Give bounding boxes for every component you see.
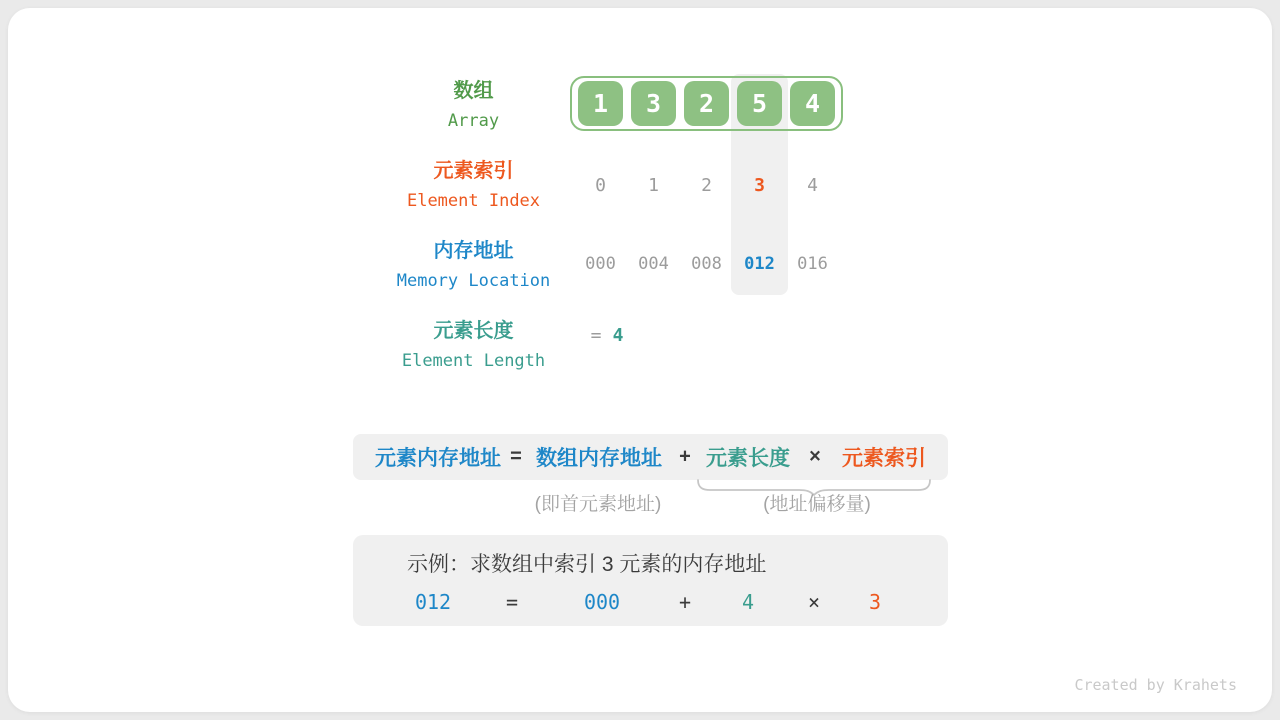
annotation-first-element-address: (即首元素地址) — [534, 494, 662, 515]
label-element-index-cn: 元素索引 — [433, 160, 514, 182]
formula-token: 元素内存地址 — [375, 447, 501, 470]
label-memory-location-en: Memory Location — [396, 271, 551, 291]
memory-value: 012 — [744, 254, 775, 274]
label-element-index — [380, 160, 567, 211]
array-cell: 2 — [684, 81, 729, 126]
annotation-address-offset: (地址偏移量) — [763, 494, 871, 515]
label-element-index-en: Element Index — [406, 191, 541, 211]
formula-token: × — [809, 445, 821, 468]
formula-token: = — [510, 445, 522, 468]
example-token: = — [505, 590, 519, 614]
label-array-en: Array — [447, 111, 500, 131]
label-array-cn: 数组 — [453, 80, 494, 102]
label-element-length-en: Element Length — [401, 351, 546, 371]
index-value: 3 — [754, 175, 765, 196]
formula-token: 数组内存地址 — [536, 447, 662, 470]
memory-value: 004 — [638, 254, 669, 274]
label-element-length-cn: 元素长度 — [433, 320, 514, 342]
length-value: 4 — [612, 325, 624, 346]
label-memory-location — [380, 240, 567, 291]
index-value: 0 — [595, 175, 606, 196]
example-token: + — [678, 590, 692, 614]
memory-value: 008 — [691, 254, 722, 274]
memory-value: 000 — [585, 254, 616, 274]
label-memory-location-cn: 内存地址 — [433, 240, 514, 262]
label-array — [380, 80, 567, 131]
array-cell: 5 — [737, 81, 782, 126]
watermark: Created by Krahets — [1074, 676, 1237, 694]
example-token: 012 — [414, 590, 452, 614]
example-title: 示例：求数组中索引 3 元素的内存地址 — [407, 553, 767, 576]
label-element-length — [380, 320, 567, 371]
formula-token: 元素长度 — [706, 447, 790, 470]
example-token: 4 — [741, 590, 755, 614]
length-equals-sign: = — [590, 325, 602, 346]
example-token: 3 — [868, 590, 882, 614]
index-value: 1 — [648, 175, 659, 196]
array-cell: 3 — [631, 81, 676, 126]
array-cell: 1 — [578, 81, 623, 126]
formula-token: 元素索引 — [842, 447, 926, 470]
array-cell: 4 — [790, 81, 835, 126]
index-value: 4 — [807, 175, 818, 196]
formula-token: + — [679, 445, 691, 468]
example-token: × — [807, 590, 821, 614]
index-value: 2 — [701, 175, 712, 196]
example-token: 000 — [583, 590, 621, 614]
memory-value: 016 — [797, 254, 828, 274]
